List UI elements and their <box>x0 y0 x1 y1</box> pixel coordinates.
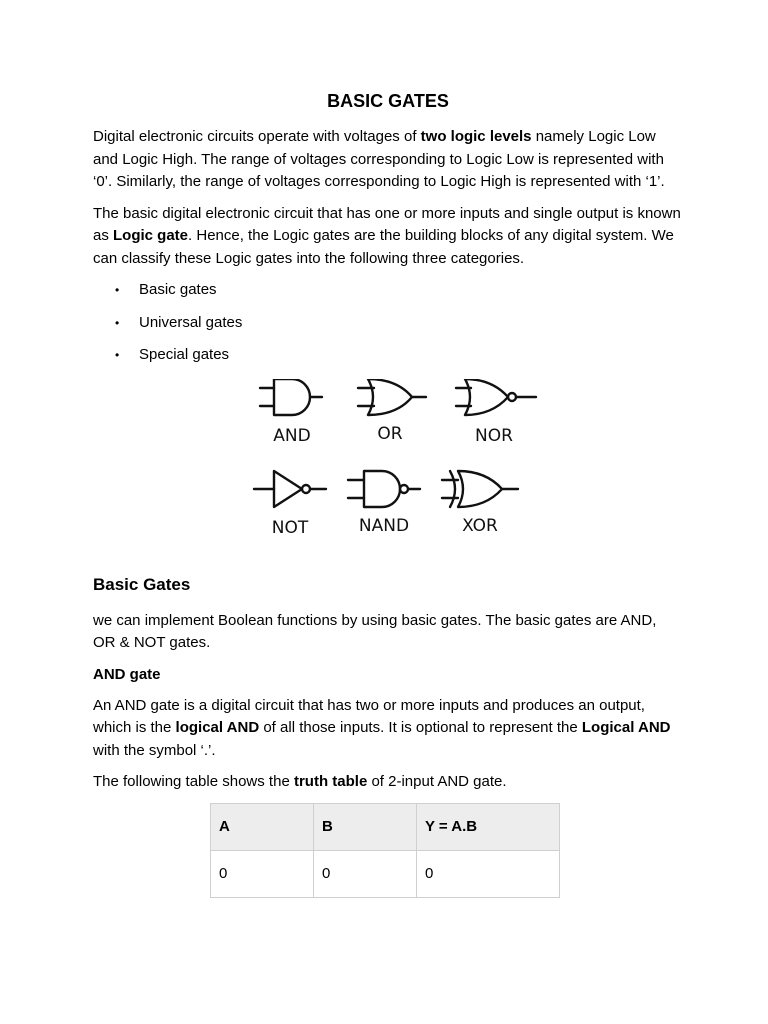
table-row <box>211 850 560 897</box>
gate-label-not: NOT <box>271 517 309 538</box>
xor-gate-icon <box>442 471 518 507</box>
bold-text: Logical AND <box>581 719 671 736</box>
list-item-label: Basic gates <box>139 281 217 298</box>
section-heading-basic-gates: Basic Gates <box>93 574 191 594</box>
bold-text: Logic gate <box>113 227 189 244</box>
list-item <box>115 279 683 312</box>
page-title: BASIC GATES <box>327 91 449 111</box>
subheading-and-gate: AND gate <box>93 665 161 683</box>
column-header-b: B <box>314 803 417 850</box>
category-list <box>93 279 683 377</box>
list-item <box>115 312 683 345</box>
text-run: of 2-input AND gate. <box>367 773 507 790</box>
bullet-icon: • <box>115 315 120 330</box>
bold-text: logical AND <box>175 719 260 736</box>
text-run: namely Logic Low and Logic High. The range of voltages corresponding to Logic Low is represented with ‘0’. Similarly, the range of voltages corresponding to Logic High is represented with ‘1’. <box>93 128 665 190</box>
column-header-a: A <box>211 803 314 850</box>
text-run: An AND gate is a digital circuit that has two or more inputs and produces an output, which is the <box>93 696 645 736</box>
table-cell: 0 <box>211 850 314 897</box>
text-run: of all those inputs. It is optional to represent the <box>259 719 582 736</box>
text-run: . Hence, the Logic gates are the building blocks of any digital system. We can classify these Logic gates into the following three categories. <box>93 227 674 267</box>
gate-label-nor: NOR <box>475 425 513 446</box>
text-run: with the symbol ‘.’. <box>93 741 216 759</box>
table-header-row <box>211 803 560 850</box>
not-gate-icon <box>254 471 326 507</box>
text-run: The following table shows the <box>93 773 294 790</box>
or-gate-icon <box>358 379 426 415</box>
intro-paragraph-2 <box>93 203 683 271</box>
gate-label-nand: NAND <box>358 515 410 536</box>
basic-gates-paragraph: we can implement Boolean functions by using basic gates. The basic gates are AND, OR & NOT gates. <box>93 611 657 651</box>
bold-text: truth table <box>293 773 368 790</box>
column-header-y: Y = A.B <box>417 803 560 850</box>
gate-label-or: OR <box>377 423 403 444</box>
bold-text: two logic levels <box>420 128 532 145</box>
list-item <box>115 344 683 377</box>
intro-paragraph-1 <box>93 126 683 194</box>
list-item-label: Universal gates <box>139 313 243 331</box>
truth-table <box>210 803 560 898</box>
table-cell: 0 <box>314 850 417 897</box>
list-item-label: Special gates <box>139 346 230 363</box>
text-run: The basic digital electronic circuit that has one or more inputs and single output is known as <box>93 204 681 244</box>
gate-label-xor: XOR <box>462 515 498 536</box>
and-gate-icon <box>260 379 322 415</box>
nand-gate-icon <box>348 471 420 507</box>
nor-gate-icon <box>456 379 536 415</box>
gate-label-and: AND <box>273 425 311 446</box>
bullet-icon: • <box>115 283 120 297</box>
and-gate-paragraph-2 <box>93 771 683 794</box>
text-run: Digital electronic circuits operate with voltages of <box>93 128 421 145</box>
and-gate-paragraph-1 <box>93 695 683 763</box>
logic-gates-figure <box>252 379 552 559</box>
bullet-icon: • <box>115 348 120 362</box>
document-page <box>93 88 683 898</box>
table-cell: 0 <box>417 850 560 897</box>
